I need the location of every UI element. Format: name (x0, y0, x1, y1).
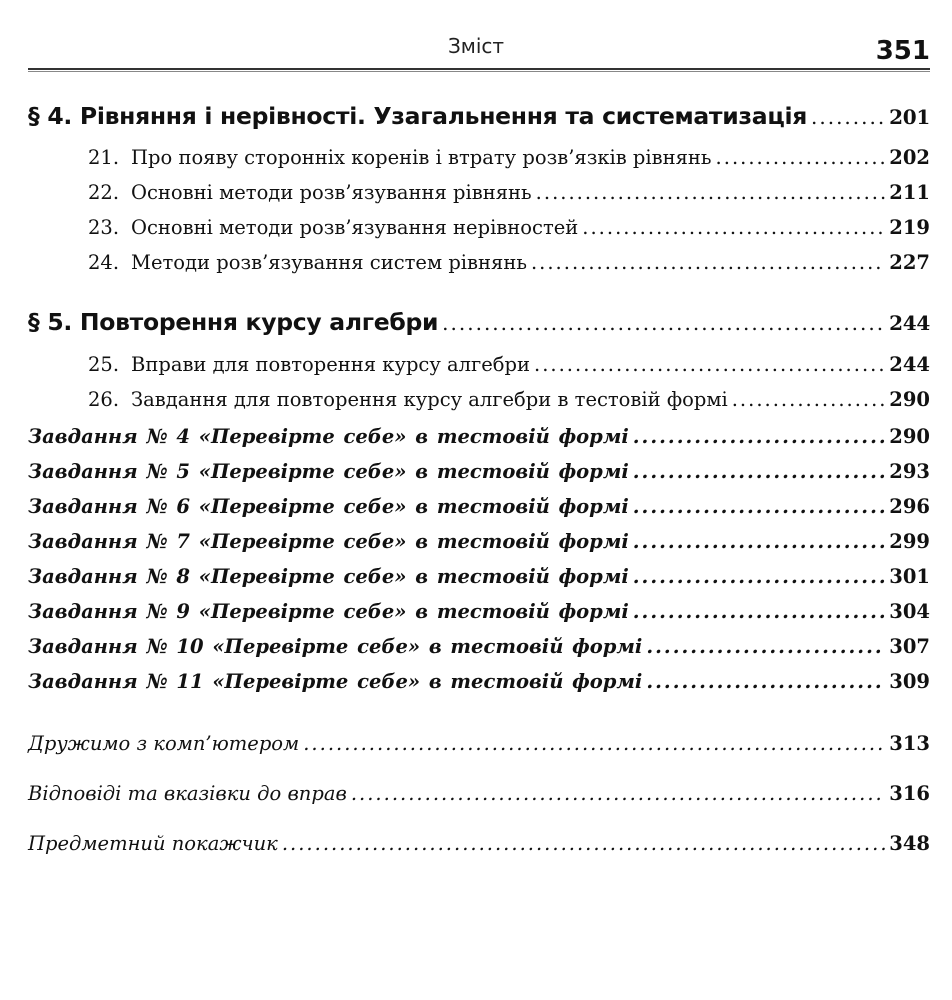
dot-leader (303, 732, 885, 755)
toc-test-title: Завдання № 8 «Перевірте себе» в тестовій формі (28, 565, 629, 588)
toc-page-number: 293 (889, 460, 930, 483)
toc-test-title: Завдання № 5 «Перевірте себе» в тестовій формі (28, 460, 629, 483)
toc-page-number: 202 (889, 146, 930, 169)
toc-test-title: Завдання № 11 «Перевірте себе» в тестовій формі (28, 670, 643, 693)
toc-test-7[interactable] (28, 530, 930, 553)
toc-item-24[interactable] (88, 251, 930, 274)
toc-appendix-title: Предметний покажчик (28, 832, 278, 855)
toc-test-title: Завдання № 4 «Перевірте себе» в тестовій формі (28, 425, 629, 448)
toc-page-number: 307 (889, 635, 930, 658)
toc-page-number: 313 (889, 732, 930, 755)
toc-item-title: Основні методи розв’язування нерівностей (131, 216, 579, 239)
toc-section-4[interactable] (28, 102, 930, 130)
toc-item-title: Про появу сторонніх коренів і втрату розв’язків рівнянь (131, 146, 712, 169)
toc-item-title: Методи розв’язування систем рівнянь (131, 251, 527, 274)
toc-appendix-computer[interactable] (28, 732, 930, 755)
toc-page-number: 309 (889, 670, 930, 693)
toc-test-4[interactable] (28, 425, 930, 448)
toc-item-number: 22. (88, 181, 120, 204)
toc-page-number: 316 (889, 782, 930, 805)
toc-appendix-title: Дружимо з комп’ютером (28, 732, 300, 755)
running-title: Зміст (447, 34, 505, 58)
dot-leader (633, 425, 886, 448)
dot-leader (282, 832, 885, 855)
toc-test-5[interactable] (28, 460, 930, 483)
toc-page-number: 211 (889, 181, 930, 204)
toc-item-number: 23. (88, 216, 120, 239)
toc-page-number: 227 (889, 251, 930, 274)
toc-test-11[interactable] (28, 670, 930, 693)
dot-leader (811, 105, 885, 129)
toc-item-25[interactable] (88, 353, 930, 376)
toc-page-number: 244 (889, 311, 930, 335)
toc-test-title: Завдання № 9 «Перевірте себе» в тестовій формі (28, 600, 629, 623)
dot-leader (633, 460, 886, 483)
dot-leader (646, 670, 885, 693)
dot-leader (531, 251, 885, 274)
toc-item-26[interactable] (88, 388, 930, 411)
toc-test-10[interactable] (28, 635, 930, 658)
toc-page-number: 290 (889, 388, 930, 411)
dot-leader (646, 635, 885, 658)
toc-test-9[interactable] (28, 600, 930, 623)
toc-item-number: 24. (88, 251, 120, 274)
toc-test-title: Завдання № 7 «Перевірте себе» в тестовій формі (28, 530, 629, 553)
toc-page-number: 301 (889, 565, 930, 588)
toc-item-number: 26. (88, 388, 120, 411)
dot-leader (351, 782, 885, 805)
toc-page-number: 296 (889, 495, 930, 518)
toc-item-23[interactable] (88, 216, 930, 239)
toc-page-number: 244 (889, 353, 930, 376)
toc-page-number: 290 (889, 425, 930, 448)
toc-test-title: Завдання № 10 «Перевірте себе» в тестовій формі (28, 635, 643, 658)
page-number: 351 (875, 36, 930, 66)
toc-appendix-title: Відповіді та вказівки до вправ (28, 782, 347, 805)
dot-leader (716, 146, 886, 169)
dot-leader (633, 565, 886, 588)
toc-section-title: § 5. Повторення курсу алгебри (28, 308, 439, 336)
toc-item-number: 21. (88, 146, 120, 169)
dot-leader (633, 600, 886, 623)
dot-leader (534, 353, 885, 376)
toc-page-number: 299 (889, 530, 930, 553)
dot-leader (442, 311, 885, 335)
toc-item-number: 25. (88, 353, 120, 376)
dot-leader (582, 216, 885, 239)
toc-item-title: Основні методи розв’язування рівнянь (131, 181, 532, 204)
dot-leader (633, 530, 886, 553)
dot-leader (633, 495, 886, 518)
toc-page-number: 219 (889, 216, 930, 239)
toc-test-8[interactable] (28, 565, 930, 588)
toc-test-6[interactable] (28, 495, 930, 518)
toc-page-number: 304 (889, 600, 930, 623)
dot-leader (732, 388, 886, 411)
toc-item-title: Вправи для повторення курсу алгебри (131, 353, 531, 376)
toc-item-21[interactable] (88, 146, 930, 169)
dot-leader (536, 181, 886, 204)
toc-item-title: Завдання для повторення курсу алгебри в тестовій формі (131, 388, 728, 411)
toc-test-title: Завдання № 6 «Перевірте себе» в тестовій формі (28, 495, 629, 518)
toc-item-22[interactable] (88, 181, 930, 204)
toc-section-title: § 4. Рівняння і нерівності. Узагальнення та систематизація (28, 102, 807, 130)
toc-appendix-index[interactable] (28, 832, 930, 855)
toc-page-number: 201 (889, 105, 930, 129)
toc-section-5[interactable] (28, 308, 930, 336)
toc-appendix-answers[interactable] (28, 782, 930, 805)
toc-page-number: 348 (889, 832, 930, 855)
